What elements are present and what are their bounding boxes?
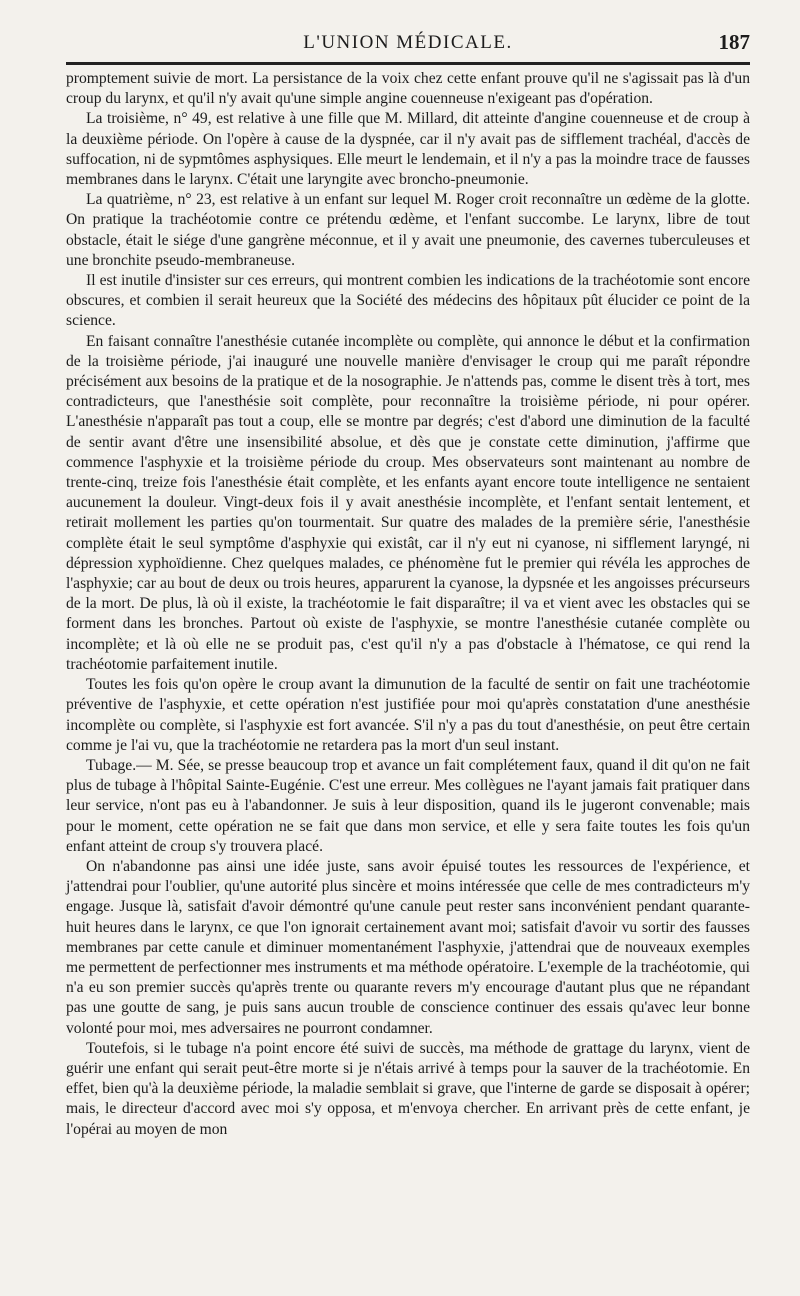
running-title: L'UNION MÉDICALE.	[303, 32, 513, 53]
paragraph: La troisième, n° 49, est relative à une fille que M. Millard, dit atteinte d'angine couenneuse et de croup à la deuxième période. On l'opère à cause de la dyspnée, car il n'y avait pas de sifflement trachéal, d'accès de suffocation, ni de sypmtômes asphysiques. Elle meurt le lendemain, et il n'y a pas la moindre trace de fausses membranes dans le larynx. C'était une laryngite avec broncho-pneumonie.	[66, 110, 750, 189]
paragraph: La quatrième, n° 23, est relative à un enfant sur lequel M. Roger croit reconnaître un œdème de la glotte. On pratique la trachéotomie contre ce prétendu œdème, et l'enfant succombe. Le larynx, libre de tout obstacle, était le siége d'une gangrène méconnue, et il y avait une pneumonie, des cavernes tuberculeuses et une bronchite pseudo-membraneuse.	[66, 191, 750, 269]
paragraph: On n'abandonne pas ainsi une idée juste, sans avoir épuisé toutes les ressources de l'expérience, et j'attendrai pour l'oublier, qu'une autorité plus sincère et moins intéressée que celle de mes contradicteurs m'y engage. Jusque là, satisfait d'avoir démontré qu'une canule peut rester sans inconvénient pendant quarante-huit heures dans le larynx, ce que l'on ignorait certainement avant moi; satisfait d'avoir vu sortir des fausses membranes par cette canule et diminuer momentanément l'asphyxie, j'attendrai que de nouveaux exemples me permettent de perfectionner mes instruments et ma méthode opératoire. L'exemple de la trachéotomie, qui n'a eu son premier succès qu'après trente ou quarante revers m'y encourage d'autant plus que ne répandant pas une goutte de sang, je puis sans aucun trouble de conscience continuer des essais qu'avec leur bonne volonté pour moi, mes adversaires ne pourront condamner.	[66, 857, 750, 1037]
paragraph: En faisant connaître l'anesthésie cutanée incomplète ou complète, qui annonce le début et la confirmation de la troisième période, j'ai inauguré une nouvelle manière d'envisager le croup qui me paraît répondre précisément aux besoins de la pratique et de la nosographie. Je n'attends pas, comme le disent très à tort, mes contradicteurs, que l'anesthésie soit complète, pour reconnaître la troisième période, ni pour opérer. L'anesthésie n'apparaît pas tout a coup, elle se montre par degrés; c'est d'abord une diminution de la faculté de sentir avant d'être une insensibilité absolue, et dès que je constate cette diminution, j'affirme que commence l'asphyxie et la troisième période du croup. Mes observateurs sont maintenant au nombre de trente-cinq, treize fois l'anesthésie était complète, et les enfants ayant encore toute intelligence ne sentaient aucunement la douleur. Vingt-deux fois il y avait anesthésie incomplète, et l'enfant sentait lentement, et retirait mollement les parties qu'on tourmentait. Sur quatre des malades de la première série, l'anesthésie complète était le seul symptôme d'asphyxie qui existât, car il n'y eut ni cyanose, ni sifflement laryngé, ni dépression xyphoïdienne. Chez quelques malades, ce phénomène fut le premier qui révéla les approches de l'asphyxie; car au bout de deux ou trois heures, apparurent la cyanose, la dypsnée et les angoisses précurseurs de la mort. De plus, là où il existe, la trachéotomie le fait disparaître; il va et vient avec les obstacles qui se forment dans les bronches. Partout où existe de l'asphyxie, se montre l'anesthésie cutanée complète ou incomplète; et là où elle ne se produit pas, c'est qu'il n'y a pas d'obstacle à l'hématose, ce qui rend la trachéotomie parfaitement inutile.	[66, 332, 750, 673]
paragraph: Il est inutile d'insister sur ces erreurs, qui montrent combien les indications de la trachéotomie sont encore obscures, et combien il serait heureux que la Société des médecins des hôpitaux pût élucider ce point de la science.	[66, 272, 750, 330]
body-text	[66, 69, 750, 1140]
paragraph: Toutes les fois qu'on opère le croup avant la dimunution de la faculté de sentir on fait une trachéotomie préventive de l'asphyxie, et cette opération n'est justifiée pour moi qu'après constatation d'une anesthésie incomplète ou complète, si l'asphyxie est fort avancée. S'il n'y a pas du tout d'anesthésie, on peut être certain comme je l'ai vu, que la trachéotomie ne retardera pas la mort d'un seul instant.	[66, 676, 750, 754]
paragraph: Toutefois, si le tubage n'a point encore été suivi de succès, ma méthode de grattage du larynx, vient de guérir une enfant qui serait peut-être morte si je n'étais arrivé à temps pour la sauver de la trachéotomie. En effet, bien qu'à la deuxième période, la maladie semblait si grave, que l'interne de garde se disposait à opérer; mais, le directeur d'accord avec moi s'y opposa, et m'envoya chercher. En arrivant près de cette enfant, je l'opérai au moyen de mon	[66, 1039, 750, 1138]
paragraph: Tubage.— M. Sée, se presse beaucoup trop et avance un fait complétement faux, quand il dit qu'on ne fait plus de tubage à l'hôpital Sainte-Eugénie. C'est une erreur. Mes collègues ne l'ayant jamais fait pratiquer dans leur service, n'ont pas eu à l'abandonner. Je suis à leur disposition, quand ils le jugeront convenable; mais pour le moment, cette opération ne se fait que dans mon service, et elle y sera faite toutes les fois qu'un enfant atteint de croup s'y trouvera placé.	[66, 756, 750, 855]
page-header	[66, 28, 750, 65]
page-number: 187	[718, 30, 750, 54]
paragraph: promptement suivie de mort. La persistance de la voix chez cette enfant prouve qu'il ne s'agissait pas là d'un croup du larynx, et qu'il n'y avait qu'une simple angine couenneuse n'exigeant pas d'opération.	[66, 70, 750, 108]
